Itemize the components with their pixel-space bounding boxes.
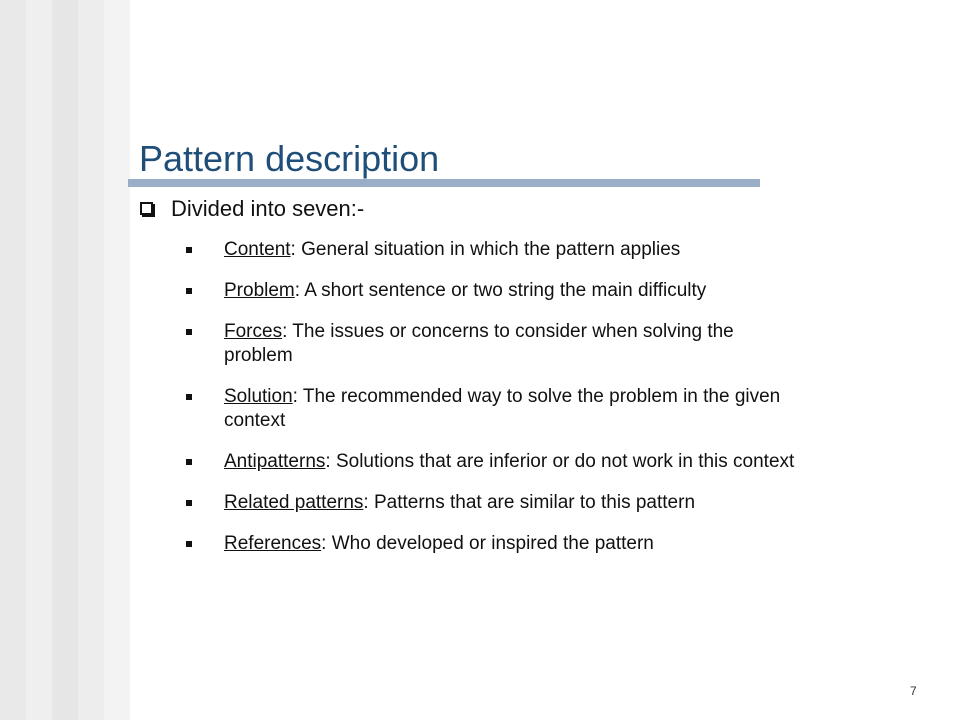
page-number: 7 <box>910 684 917 698</box>
list-item-text <box>224 532 806 556</box>
list-item-term: References <box>224 533 322 554</box>
list-item-text <box>224 279 806 303</box>
list-item-description: : General situation in which the pattern applies <box>290 239 681 260</box>
slide-title: Pattern description <box>139 138 440 179</box>
list-item <box>186 385 806 433</box>
list-item-term: Related patterns <box>224 492 364 513</box>
list-item-text <box>224 385 806 433</box>
list-item <box>186 320 806 368</box>
list-item-text <box>224 491 806 515</box>
square-bullet-icon <box>186 500 192 506</box>
title-underline-rule <box>128 179 760 187</box>
list-item-description: : Who developed or inspired the pattern <box>321 533 654 554</box>
list-item-term: Solution <box>224 386 293 407</box>
square-bullet-icon <box>186 288 192 294</box>
hollow-square-bullet-icon <box>140 202 153 215</box>
list-item <box>186 532 806 556</box>
list-item-description: : The issues or concerns to consider when solving the problem <box>224 321 734 366</box>
list-item-description: : The recommended way to solve the problem in the given context <box>224 386 781 431</box>
list-item-term: Antipatterns <box>224 451 326 472</box>
square-bullet-icon <box>186 541 192 547</box>
square-bullet-icon <box>186 394 192 400</box>
main-bullet <box>140 196 364 222</box>
list-item <box>186 450 806 474</box>
list-item-term: Problem <box>224 280 295 301</box>
sub-bullet-list <box>186 238 806 573</box>
list-item-description: : A short sentence or two string the main difficulty <box>294 280 707 301</box>
list-item <box>186 491 806 515</box>
list-item <box>186 279 806 303</box>
list-item <box>186 238 806 262</box>
square-bullet-icon <box>186 247 192 253</box>
list-item-text <box>224 320 806 368</box>
list-item-text <box>224 238 806 262</box>
square-bullet-icon <box>186 329 192 335</box>
list-item-term: Content <box>224 239 291 260</box>
list-item-description: : Solutions that are inferior or do not work in this context <box>325 451 795 472</box>
main-bullet-text: Divided into seven:- <box>171 196 365 221</box>
list-item-description: : Patterns that are similar to this pattern <box>363 492 696 513</box>
list-item-text <box>224 450 806 474</box>
square-bullet-icon <box>186 459 192 465</box>
left-stripes-decoration <box>0 0 130 720</box>
list-item-term: Forces <box>224 321 283 342</box>
